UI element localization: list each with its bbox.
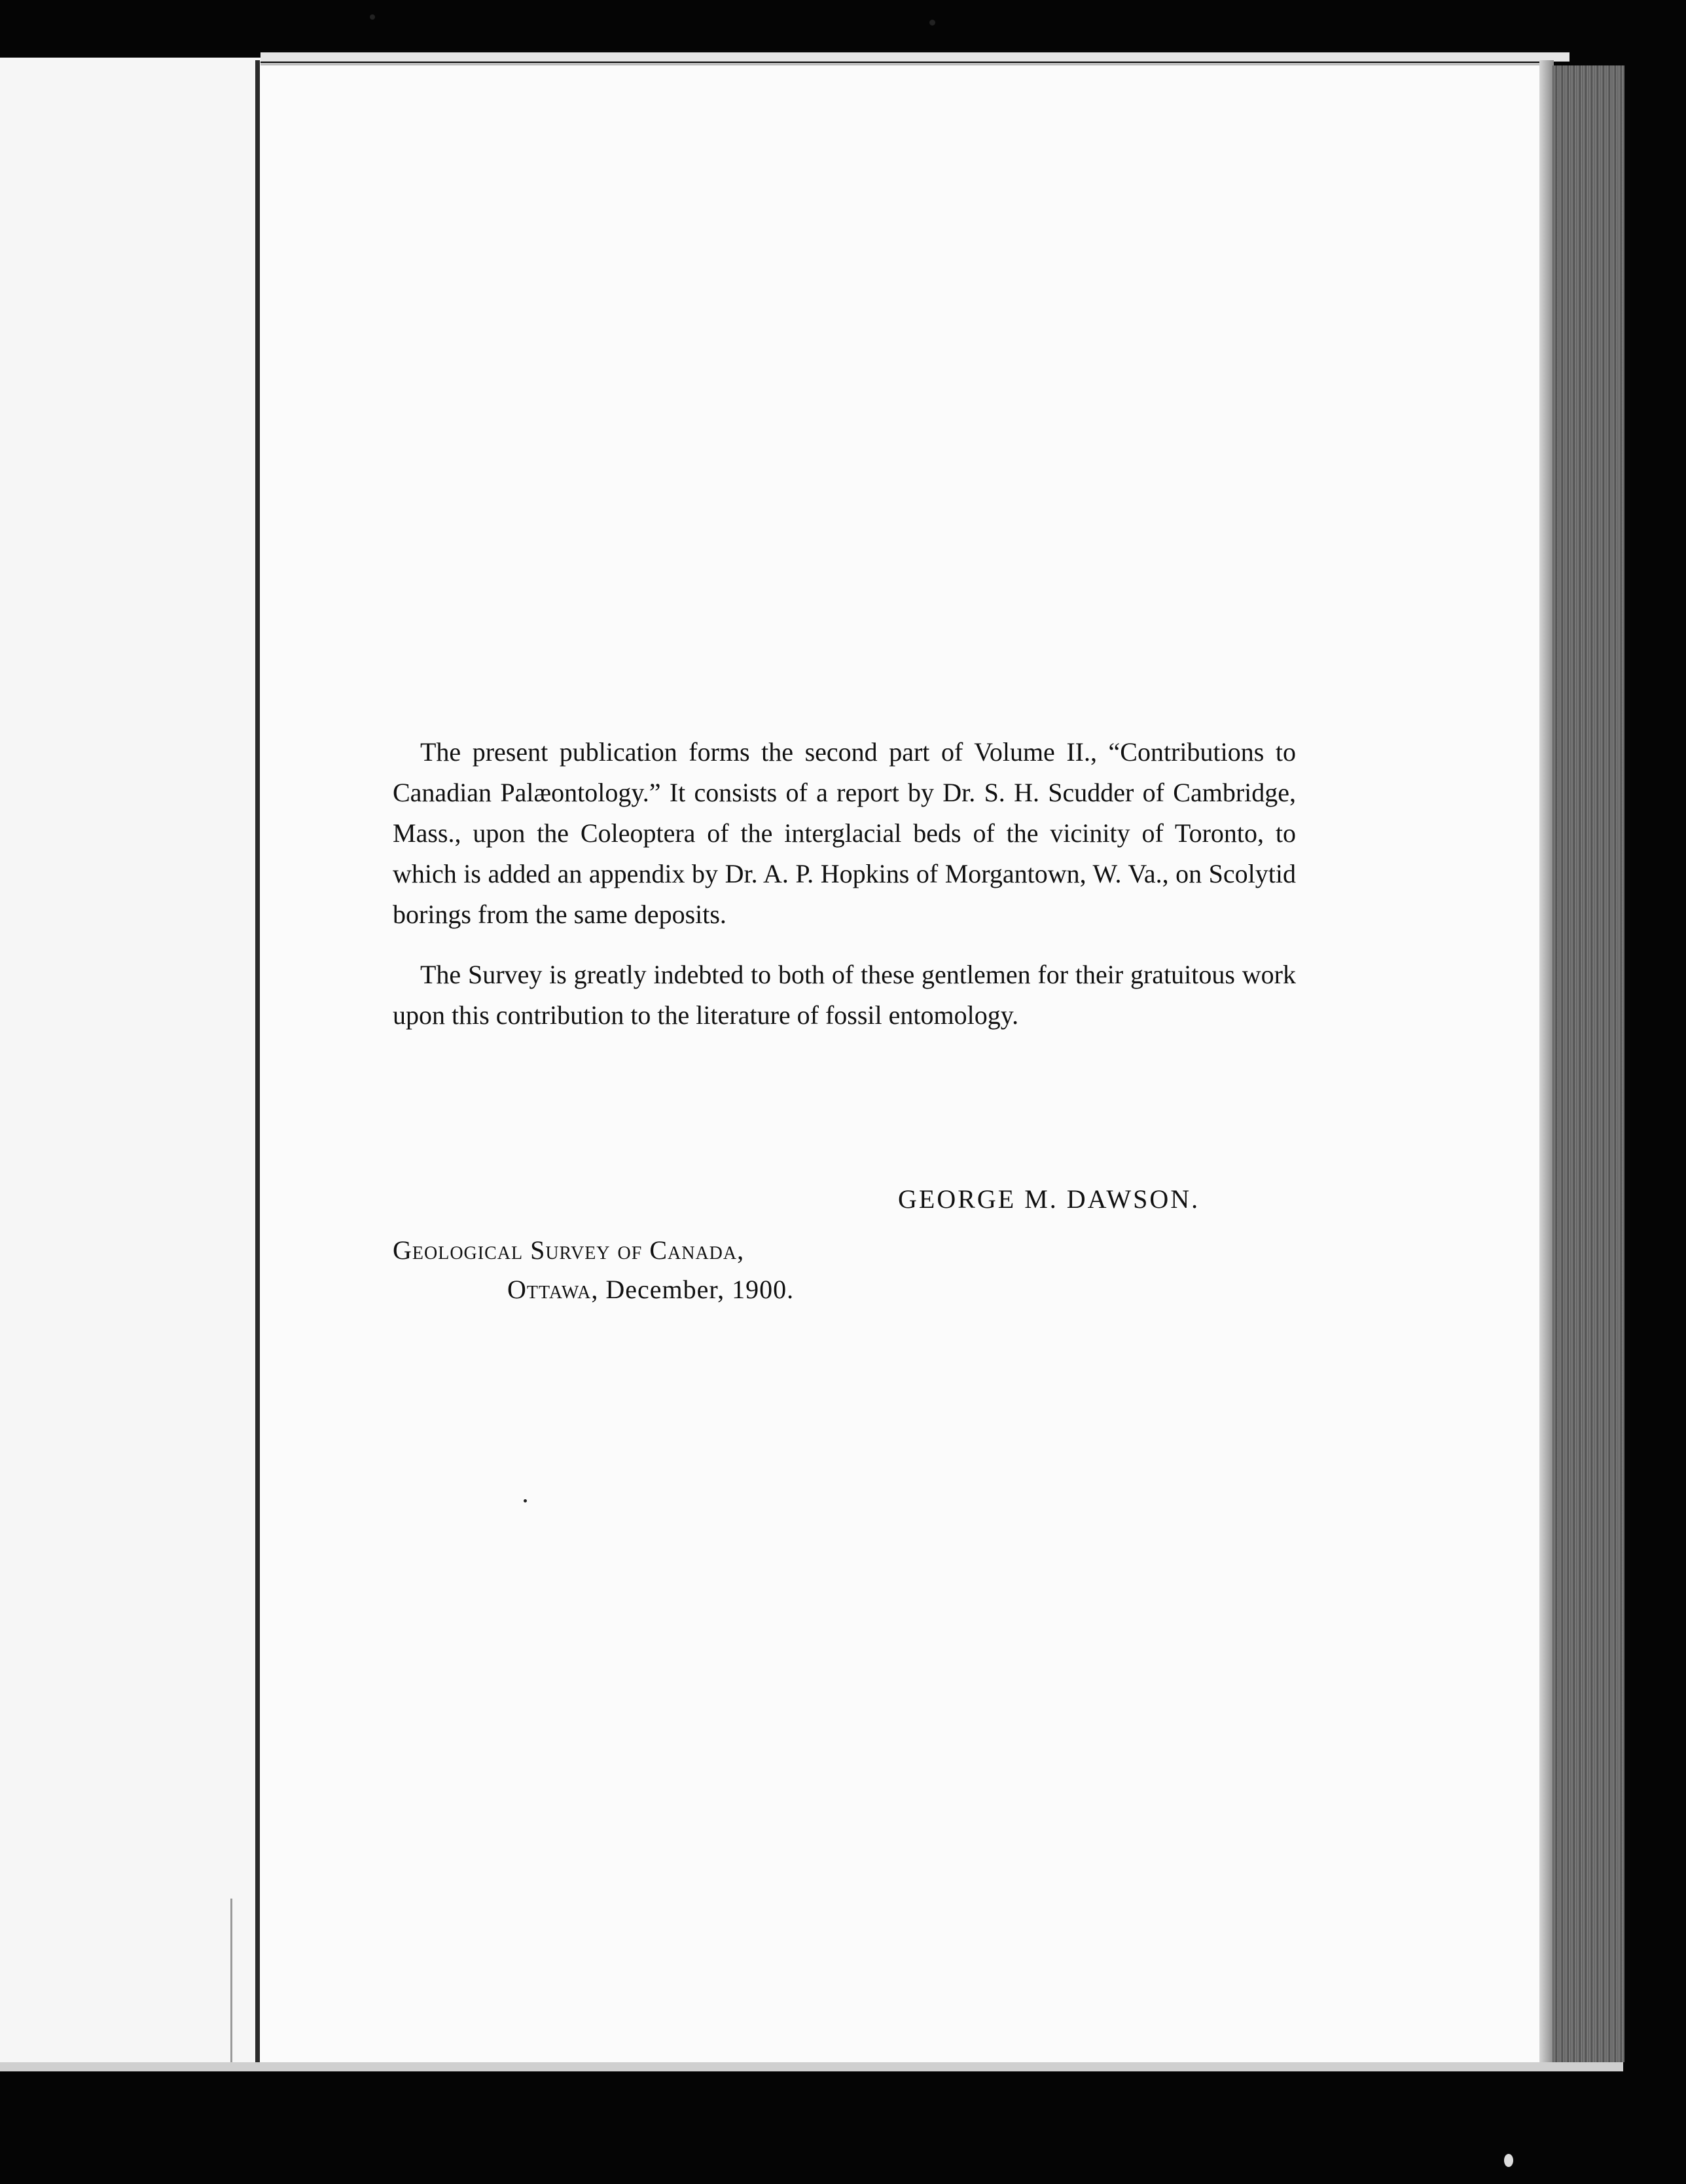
page-bottom-edge: [0, 2062, 1623, 2071]
left-page-blank: [0, 58, 260, 2067]
date-text: , December, 1900.: [591, 1275, 795, 1304]
body-text: [393, 732, 1296, 1036]
paragraph-1: The present publication forms the second part of Volume II., “Contributions to Canadian Palæontology.” It consists of a report by Dr. S. H. Scudder of Cambridge, Mass., upon the Coleoptera of the interglacial beds of the vicinity of Toronto, to which is added an appendix by Dr. A. P. Hopkins of Morgantown, W. Va., on Scolytid borings from the same deposits.: [393, 737, 1296, 929]
page-edge-shadow: [1539, 60, 1554, 2070]
page-stack-edge: [1552, 65, 1624, 2062]
city-name: Ottawa: [507, 1275, 592, 1304]
institution-line: Geological Survey of Canada,: [393, 1235, 745, 1265]
gutter-fold-line: [230, 1899, 232, 2062]
dust-speck: [370, 14, 375, 20]
paragraph-2: The Survey is greatly indebted to both of these gentlemen for their gratuitous work upon this contribution to the literature of fossil entomology.: [393, 960, 1296, 1030]
dust-speck: [1504, 2154, 1513, 2167]
right-page: [260, 63, 1545, 2070]
dust-speck: [929, 20, 935, 26]
place-date-line: [507, 1274, 794, 1305]
signature: GEORGE M. DAWSON.: [898, 1184, 1200, 1214]
page-top-edge: [260, 52, 1569, 62]
gutter-line: [255, 60, 260, 2069]
dust-speck: [524, 1499, 527, 1502]
